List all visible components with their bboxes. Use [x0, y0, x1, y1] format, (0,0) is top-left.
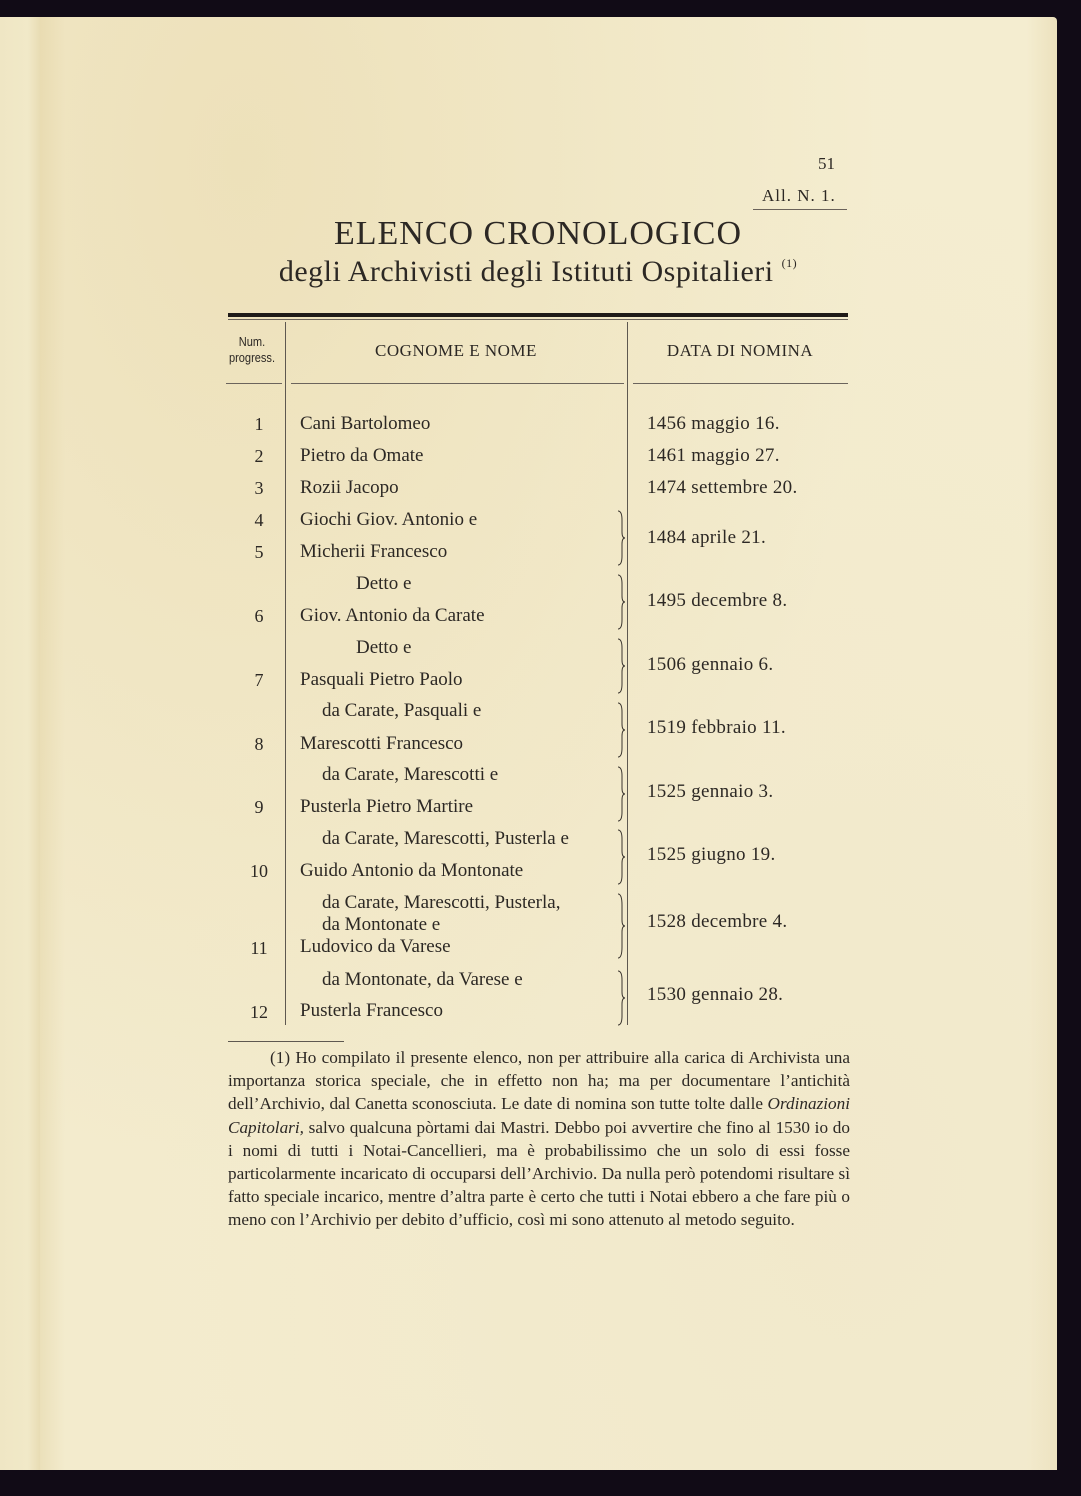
page-subtitle — [230, 255, 846, 289]
column-divider-2 — [627, 322, 628, 1025]
title-rule-thick — [228, 313, 848, 317]
page-number: 51 — [818, 154, 835, 173]
archivist-name: Giov. Antonio da Carate — [300, 605, 485, 626]
nomination-date: 1461 maggio 27. — [647, 445, 780, 466]
row-number: 10 — [250, 861, 268, 881]
row-number: 8 — [254, 734, 264, 754]
nomination-date: 1528 decembre 4. — [647, 911, 788, 932]
preceding-names: da Carate, Marescotti, Pusterla, — [322, 892, 561, 913]
attachment-label: All. N. 1. — [762, 186, 836, 205]
archivist-name: Giochi Giov. Antonio e — [300, 509, 478, 530]
preceding-names: Detto e — [356, 573, 412, 594]
row-number: 5 — [254, 542, 264, 562]
row-number: 12 — [250, 1002, 268, 1022]
row-number: 11 — [250, 938, 268, 958]
archivist-name: Ludovico da Varese — [300, 936, 451, 957]
archivist-name: Marescotti Francesco — [300, 733, 464, 754]
attachment-underline — [753, 209, 847, 210]
nomination-date: 1530 gennaio 28. — [647, 984, 784, 1005]
preceding-names: da Montonate, da Varese e — [322, 969, 523, 990]
grouping-brace-icon — [615, 893, 625, 959]
header-rule-num — [226, 383, 282, 384]
grouping-brace-icon — [615, 638, 625, 694]
title-rule-thin — [228, 319, 848, 320]
row-number: 1 — [254, 414, 264, 434]
page-title: ELENCO CRONOLOGICO — [333, 215, 743, 252]
archivist-name: Rozii Jacopo — [300, 477, 399, 498]
preceding-names: da Carate, Marescotti, Pusterla e — [322, 828, 569, 849]
grouping-brace-icon — [615, 510, 625, 566]
subtitle-text: degli Archivisti degli Istituti Ospitalieri — [278, 255, 774, 288]
footnote-marker: (1) — [270, 1048, 291, 1067]
footnote-text-part1: Ho compilato il presente elenco, non per attribuire alla carica di Archivista una importanza storica speciale, che in effetto non ha; ma per documentare l’antichità dell’Archivio, dal Canetta sconosciuta. Le date di nomina son tutte tolte dalle — [228, 1048, 850, 1114]
nomination-date: 1506 gennaio 6. — [647, 654, 774, 675]
archivist-name: Pusterla Pietro Martire — [300, 796, 474, 817]
nomination-date: 1525 giugno 19. — [647, 844, 776, 865]
column-header-date: DATA DI NOMINA — [666, 341, 814, 360]
row-number: 7 — [254, 670, 264, 690]
row-number: 3 — [254, 478, 264, 498]
archivist-name: Guido Antonio da Montonate — [300, 860, 524, 881]
row-number: 9 — [254, 797, 264, 817]
grouping-brace-icon — [615, 702, 625, 758]
grouping-brace-icon — [615, 574, 625, 630]
grouping-brace-icon — [615, 766, 625, 822]
row-number: 2 — [254, 446, 264, 466]
preceding-names: da Montonate e — [322, 914, 441, 935]
grouping-brace-icon — [615, 829, 625, 885]
nomination-date: 1495 decembre 8. — [647, 590, 788, 611]
grouping-brace-icon — [615, 970, 625, 1026]
archivist-name: Micherii Francesco — [300, 541, 448, 562]
nomination-date: 1484 aprile 21. — [647, 527, 767, 548]
footnote-separator — [228, 1041, 344, 1042]
column-header-name: COGNOME E NOME — [375, 341, 537, 360]
nomination-date: 1474 settembre 20. — [647, 477, 798, 498]
footnote — [228, 1046, 850, 1232]
row-number: 6 — [254, 606, 264, 626]
archivist-name: Pietro da Omate — [300, 445, 424, 466]
nomination-date: 1525 gennaio 3. — [647, 781, 774, 802]
header-rule-name — [291, 383, 624, 384]
header-rule-date — [633, 383, 848, 384]
nomination-date: 1519 febbraio 11. — [647, 717, 786, 738]
preceding-names: da Carate, Pasquali e — [322, 700, 482, 721]
footnote-reference: (1) — [781, 256, 798, 270]
previous-page-edge — [0, 17, 41, 1470]
footnote-text-part2: salvo qualcuna pòrtami dai Mastri. Debbo poi avvertire che fino al 1530 io do i nomi di tutti i Notai-Cancellieri, ma è probabilissimo che un solo di essi fosse particolarmente incaricato di occuparsi dell’Archivio. Da nulla però potendomi risultare sì fatto speciale incarico, mentre d’altra parte è certo che tutti i Notai ebbero a che fare più o meno con l’Archivio per debito d’ufficio, così mi sono attenuto al metodo seguito. — [228, 1117, 850, 1230]
row-number: 4 — [254, 510, 264, 530]
footnote-italic-title: Ordinazioni Capitolari, — [228, 1094, 850, 1137]
nomination-date: 1456 maggio 16. — [647, 413, 780, 434]
archivist-name: Pasquali Pietro Paolo — [300, 669, 463, 690]
archivist-name: Cani Bartolomeo — [300, 413, 431, 434]
column-header-num-line1: Num. — [238, 334, 266, 349]
preceding-names: Detto e — [356, 637, 412, 658]
column-header-num — [227, 334, 278, 366]
column-header-num-line2: progress. — [228, 350, 276, 365]
preceding-names: da Carate, Marescotti e — [322, 764, 499, 785]
archivist-name: Pusterla Francesco — [300, 1000, 443, 1021]
